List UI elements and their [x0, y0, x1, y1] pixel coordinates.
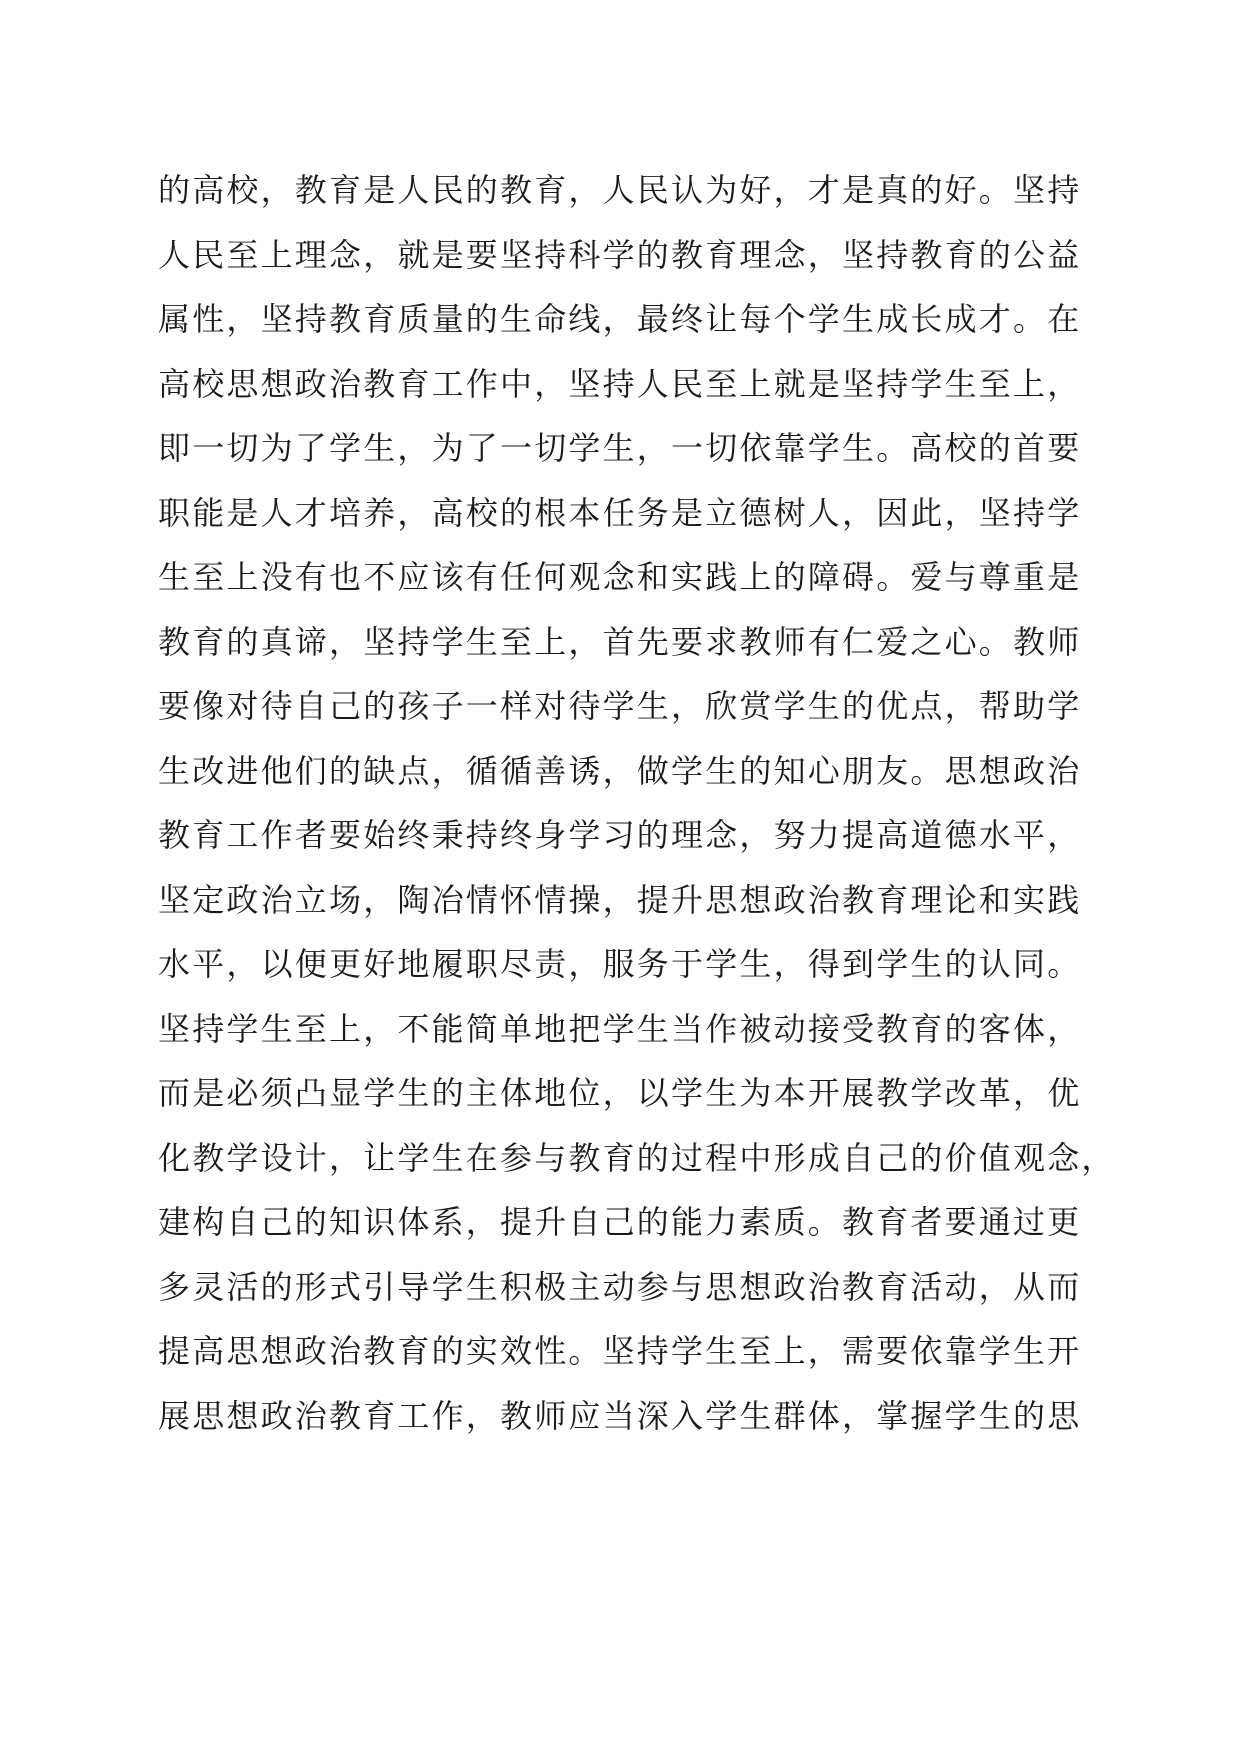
text-line: 水平，以便更好地履职尽责，服务于学生，得到学生的认同。: [158, 945, 1082, 983]
text-line: 教育工作者要始终秉持终身学习的理念，努力提高道德水平，: [158, 816, 1082, 854]
text-line: 生至上没有也不应该有任何观念和实践上的障碍。爱与尊重是: [158, 558, 1082, 596]
text-line: 展思想政治教育工作，教师应当深入学生群体，掌握学生的思: [158, 1396, 1082, 1435]
text-line: 属性，坚持教育质量的生命线，最终让每个学生成长成才。在: [158, 300, 1082, 338]
text-line: 职能是人才培养，高校的根本任务是立德树人，因此，坚持学: [158, 493, 1082, 532]
text-line: 多灵活的形式引导学生积极主动参与思想政治教育活动，从而: [158, 1267, 1082, 1306]
text-line: 的高校，教育是人民的教育，人民认为好，才是真的好。坚持: [158, 171, 1082, 209]
text-line: 教育的真谛，坚持学生至上，首先要求教师有仁爱之心。教师: [158, 622, 1082, 661]
text-line: 坚持学生至上，不能简单地把学生当作被动接受教育的客体，: [158, 1009, 1082, 1048]
text-line: 高校思想政治教育工作中，坚持人民至上就是坚持学生至上，: [158, 364, 1082, 403]
text-line: 而是必须凸显学生的主体地位，以学生为本开展教学改革，优: [158, 1074, 1082, 1112]
text-line: 人民至上理念，就是要坚持科学的教育理念，坚持教育的公益: [158, 235, 1082, 274]
text-line: 建构自己的知识体系，提升自己的能力素质。教育者要通过更: [158, 1203, 1082, 1241]
text-line: 生改进他们的缺点，循循善诱，做学生的知心朋友。思想政治: [158, 751, 1082, 790]
text-line: 即一切为了学生，为了一切学生，一切依靠学生。高校的首要: [158, 429, 1082, 467]
text-line: 坚定政治立场，陶冶情怀情操，提升思想政治教育理论和实践: [158, 880, 1082, 919]
body-paragraph: [158, 158, 1158, 1448]
text-line: 提高思想政治教育的实效性。坚持学生至上，需要依靠学生开: [158, 1332, 1082, 1370]
text-line: 要像对待自己的孩子一样对待学生，欣赏学生的优点，帮助学: [158, 687, 1082, 725]
text-line: 化教学设计，让学生在参与教育的过程中形成自己的价值观念，: [158, 1138, 1116, 1177]
